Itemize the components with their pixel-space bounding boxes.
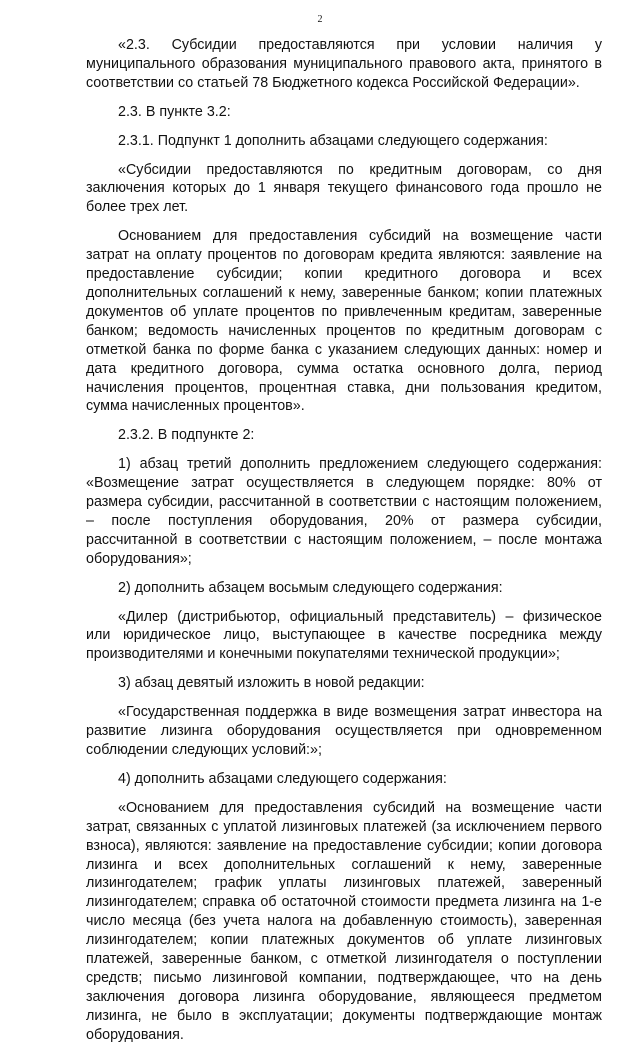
document-body — [86, 36, 602, 1055]
page-number: 2 — [317, 14, 323, 25]
paragraph-credit-documents: Основанием для предоставления субсидий на возмещение части затрат на оплату процентов по договорам кредита являются: заявление на предоставление субсидии; копии кредитного договора и всех дополнительных соглашений к нему, заверенные банком; копии платежных документов об уплате процентов по привлеченным кредитам, заверенные банком; ведомость начисленных процентов по кредитным договорам с отметкой банка по форме банка с указанием следующих данных: номер и дата кредитного договора, сумма остатка основного долга, период начисления процентов, процентная ставка, дни пользования кредитом, сумма начисленных процентов». — [86, 228, 602, 415]
paragraph-2-3-1-heading: 2.3.1. Подпункт 1 дополнить абзацами следующего содержания: — [118, 132, 548, 149]
paragraph-dealer-definition: «Дилер (дистрибьютор, официальный представитель) – физическое или юридическое лицо, выступающее в качестве посредника между производителями и конечными покупателями технической продукции»; — [86, 608, 602, 663]
paragraph-item-1: 1) абзац третий дополнить предложением следующего содержания: «Возмещение затрат осуществляется в следующем порядке: 80% от размера субсидии, рассчитанной в соответствии с настоящим положением, – после поступления оборудования, 20% от размера субсидии, рассчитанной в соответствии с настоящим положением, – после монтажа оборудования»; — [86, 456, 602, 567]
paragraph-credit-term: «Субсидии предоставляются по кредитным договорам, со дня заключения которых до 1 января текущего финансового года прошло не более трех лет. — [86, 161, 602, 216]
paragraph-2-3-subsidy-condition: «2.3. Субсидии предоставляются при условии наличия у муниципального образования муниципального правового акта, принятого в соответствии со статьей 78 Бюджетного кодекса Российской Федерации». — [86, 37, 602, 91]
paragraph-state-support: «Государственная поддержка в виде возмещения затрат инвестора на развитие лизинга оборудования осуществляется при одновременном соблюдении следующих условий:»; — [86, 704, 602, 758]
paragraph-item-2: 2) дополнить абзацем восьмым следующего содержания: — [118, 579, 503, 596]
paragraph-leasing-documents: «Основанием для предоставления субсидий на возмещение части затрат, связанных с уплатой лизинговых платежей (за исключением первого взноса), являются: заявление на предоставление субсидии; копии договора лизинга и всех дополнительных соглашений к нему, заверенные лизингодателем; график уплаты лизинговых платежей, заверенный лизингодателем; справка об остаточной стоимости предмета лизинга на 1-е число месяца (без учета налога на добавленную стоимость), заверенная лизингодателем; копии платежных документов об уплате лизинговых платежей, заверенные банком, с отметкой лизингодателя о поступлении средств; письмо лизинговой компании, подтверждающее, что на день заключения договора лизинга оборудование, являющееся предметом лизинга, не было в эксплуатации; документы подтверждающие монтаж оборудования. — [86, 799, 602, 1043]
paragraph-item-3: 3) абзац девятый изложить в новой редакции: — [118, 675, 425, 692]
paragraph-2-3-heading: 2.3. В пункте 3.2: — [118, 103, 231, 120]
paragraph-item-4: 4) дополнить абзацами следующего содержания: — [118, 770, 447, 787]
paragraph-2-3-2-heading: 2.3.2. В подпункте 2: — [118, 427, 255, 444]
